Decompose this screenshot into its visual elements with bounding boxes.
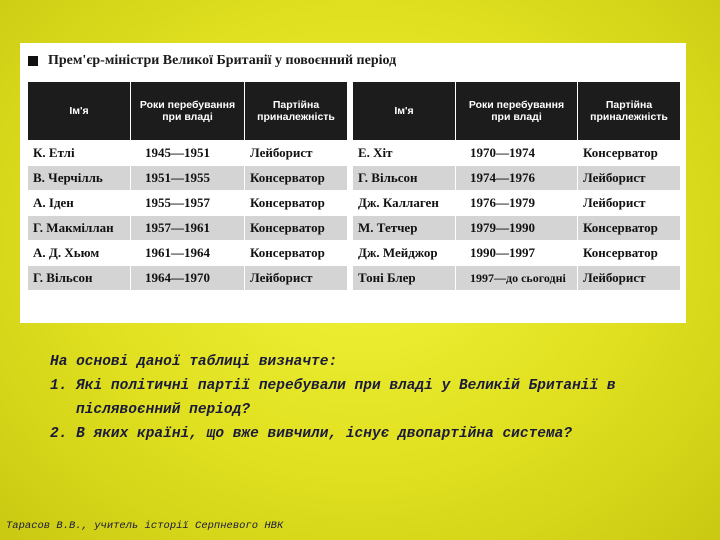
cell-years: 1974—1976 <box>456 166 578 191</box>
cell-name: Г. Вільсон <box>28 266 131 291</box>
pm-table-left <box>27 81 348 291</box>
cell-name: Г. Макміллан <box>28 216 131 241</box>
cell-name: Дж. Мейджор <box>353 241 456 266</box>
header-years: Роки перебування при владі <box>131 82 245 141</box>
cell-party: Лейборист <box>578 266 681 291</box>
table-row <box>28 216 348 241</box>
task-text <box>50 350 670 446</box>
cell-party: Консерватор <box>245 191 348 216</box>
table-row <box>353 216 681 241</box>
footer-author: Тарасов В.В., учитель історії Серпневого НВК <box>6 520 284 532</box>
table-row <box>353 191 681 216</box>
square-bullet-icon <box>28 56 38 66</box>
header-name: Ім'я <box>28 82 131 141</box>
table-row <box>353 266 681 291</box>
table-row <box>353 166 681 191</box>
cell-years: 1945—1951 <box>131 141 245 166</box>
cell-party: Лейборист <box>245 266 348 291</box>
cell-party: Консерватор <box>245 241 348 266</box>
table-row <box>28 191 348 216</box>
cell-name: Дж. Каллаген <box>353 191 456 216</box>
header-name: Ім'я <box>353 82 456 141</box>
cell-name: К. Етлі <box>28 141 131 166</box>
table-row <box>353 141 681 166</box>
header-years: Роки перебування при владі <box>456 82 578 141</box>
cell-party: Консерватор <box>578 216 681 241</box>
cell-name: А. Іден <box>28 191 131 216</box>
cell-name: А. Д. Хьюм <box>28 241 131 266</box>
table-title: Прем'єр-міністри Великої Британії у повоєнний період <box>48 53 397 68</box>
cell-years: 1997—до сьогодні <box>456 266 578 291</box>
cell-party: Лейборист <box>578 191 681 216</box>
cell-years: 1970—1974 <box>456 141 578 166</box>
cell-name: Г. Вільсон <box>353 166 456 191</box>
table-card <box>20 43 686 323</box>
cell-party: Лейборист <box>245 141 348 166</box>
task-question-2: 2. В яких країні, що вже вивчили, існує двопартійна система? <box>50 426 573 442</box>
header-party: Партійна приналежність <box>245 82 348 141</box>
cell-name: М. Тетчер <box>353 216 456 241</box>
pm-table-right <box>352 81 681 291</box>
task-question-1: 1. Які політичні партії перебували при владі у Великій Британії в післявоєнний період? <box>50 378 616 418</box>
table-row <box>353 241 681 266</box>
cell-years: 1964—1970 <box>131 266 245 291</box>
table-row <box>28 266 348 291</box>
table-row <box>28 141 348 166</box>
cell-party: Консерватор <box>578 241 681 266</box>
task-intro: На основі даної таблиці визначте: <box>50 354 338 370</box>
cell-name: Е. Хіт <box>353 141 456 166</box>
cell-name: В. Черчілль <box>28 166 131 191</box>
cell-party: Лейборист <box>578 166 681 191</box>
cell-years: 1990—1997 <box>456 241 578 266</box>
table-title-row <box>28 51 396 71</box>
cell-party: Консерватор <box>245 216 348 241</box>
cell-name: Тоні Блер <box>353 266 456 291</box>
cell-party: Консерватор <box>245 166 348 191</box>
header-party: Партійна приналежність <box>578 82 681 141</box>
table-row <box>28 241 348 266</box>
cell-years: 1955—1957 <box>131 191 245 216</box>
cell-years: 1961—1964 <box>131 241 245 266</box>
cell-party: Консерватор <box>578 141 681 166</box>
table-row <box>28 166 348 191</box>
cell-years: 1979—1990 <box>456 216 578 241</box>
cell-years: 1951—1955 <box>131 166 245 191</box>
cell-years: 1976—1979 <box>456 191 578 216</box>
cell-years: 1957—1961 <box>131 216 245 241</box>
